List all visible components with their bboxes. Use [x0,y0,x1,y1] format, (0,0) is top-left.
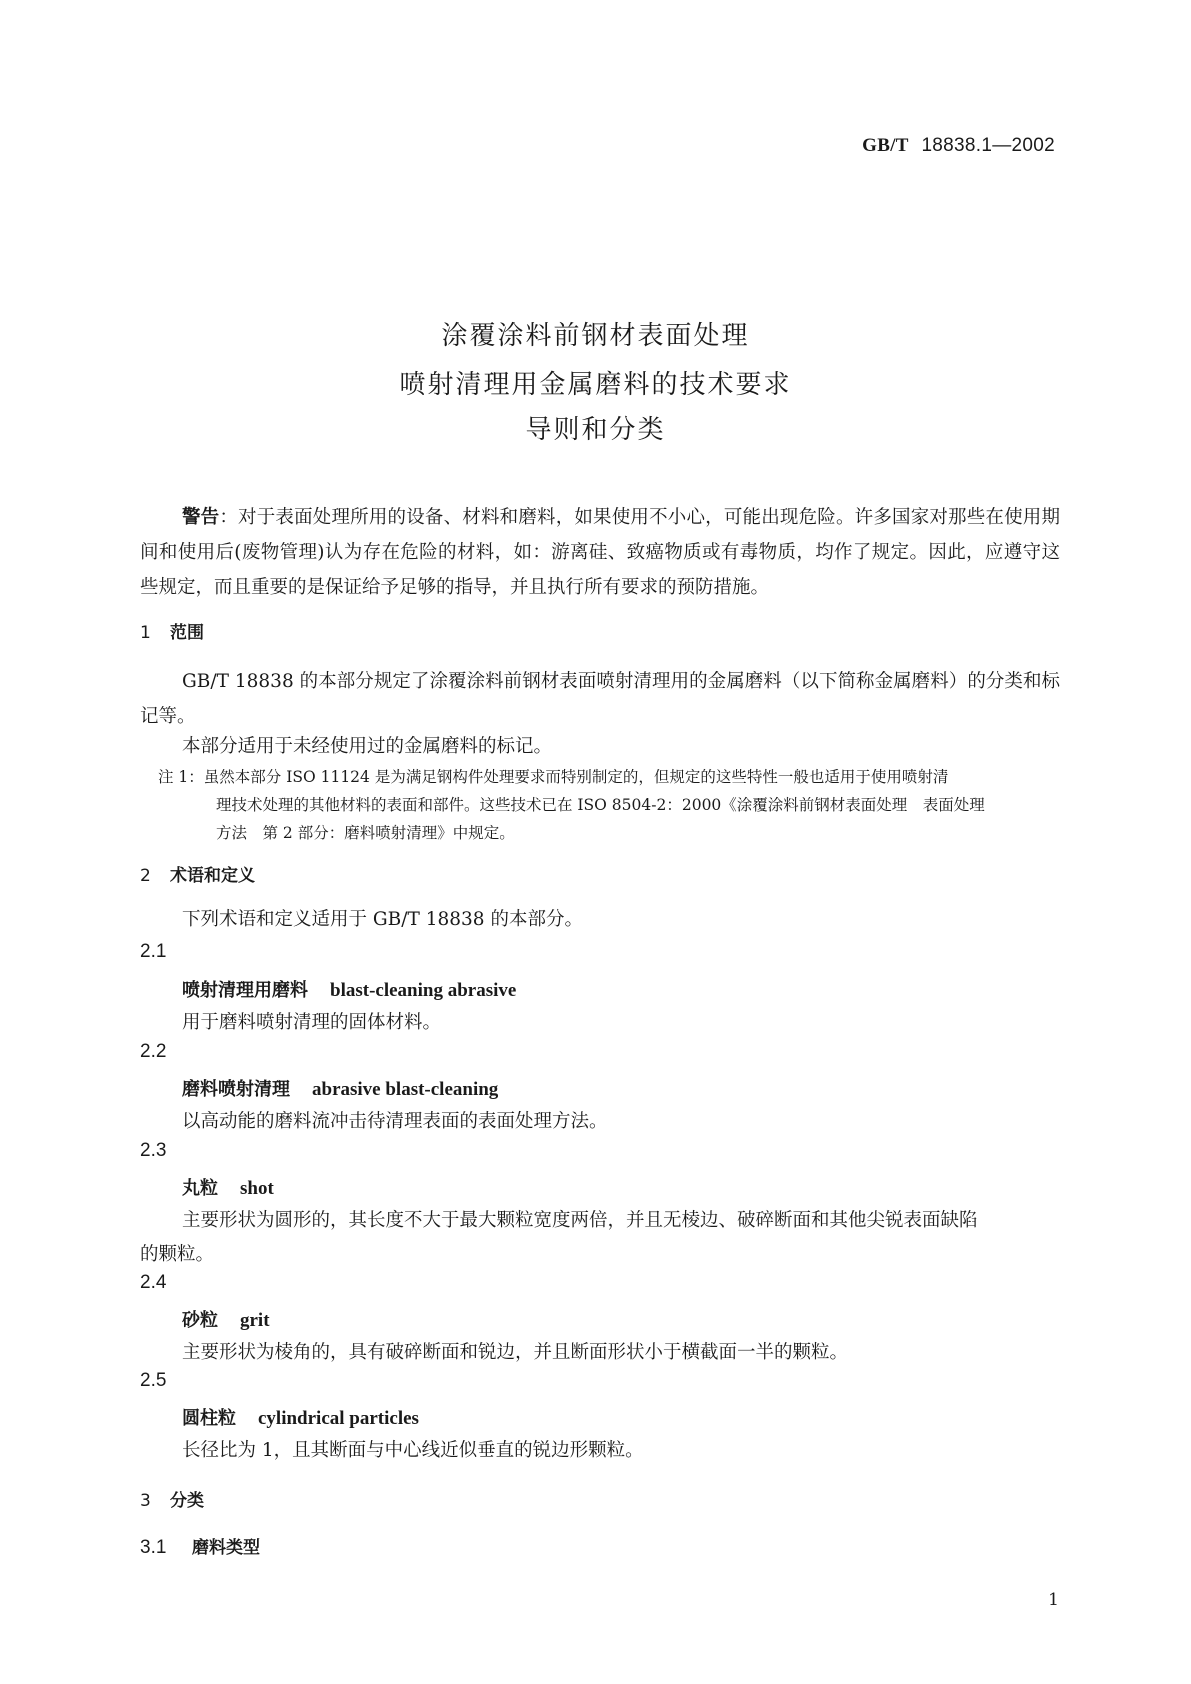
term-definition-continued: 的颗粒。 [140,1244,215,1265]
std-prefix: GB/T [862,135,909,156]
scope-paragraph-2: 本部分适用于未经使用过的金属磨料的标记。 [182,736,553,757]
term-zh: 喷射清理用磨料 [182,980,308,1001]
note-line-3: 方法 第 2 部分：磨料喷射清理》中规定。 [216,824,515,842]
term-definition: 长径比为 1，且其断面与中心线近似垂直的锐边形颗粒。 [182,1440,644,1461]
term-entry [182,1404,419,1430]
note-line-1: 注 1：虽然本部分 ISO 11124 是为满足钢构件处理要求而特别制定的，但规定的这些特性一般也适用于使用喷射清 [158,768,949,786]
section-title: 分类 [170,1491,204,1511]
terms-intro: 下列术语和定义适用于 GB/T 18838 的本部分。 [182,909,583,930]
section-title: 术语和定义 [170,866,255,886]
clause-number: 2.1 [140,941,167,962]
term-en: shot [240,1178,274,1199]
term-definition: 用于磨料喷射清理的固体材料。 [182,1012,442,1033]
section-number: 3 [140,1491,151,1511]
term-entry [182,1306,270,1332]
page-number: 1 [1048,1590,1059,1610]
title-line-3: 导则和分类 [525,415,666,445]
title-line-2: 喷射清理用金属磨料的技术要求 [399,370,792,400]
term-en: cylindrical particles [258,1408,419,1429]
section-2-heading [140,861,255,886]
term-zh: 丸粒 [182,1178,218,1199]
scope-paragraph-1: GB/T 18838 的本部分规定了涂覆涂料前钢材表面喷射清理用的金属磨料（以下简称金属磨料）的分类和标记等。 [140,671,1060,727]
section-title: 范围 [170,623,204,643]
note-1 [158,763,1060,847]
clause-number: 2.5 [140,1370,167,1391]
warning-label: 警告 [182,507,220,528]
term-zh: 圆柱粒 [182,1408,236,1429]
term-en: grit [240,1310,270,1331]
term-definition: 以高动能的磨料流冲击待清理表面的表面处理方法。 [182,1111,608,1132]
section-3-heading [140,1486,204,1511]
term-definition: 主要形状为棱角的，具有破碎断面和锐边，并且断面形状小于横截面一半的颗粒。 [182,1342,849,1363]
term-entry [182,1075,498,1101]
subsection-number: 3.1 [140,1537,167,1558]
section-number: 1 [140,623,151,643]
term-entry [182,976,516,1002]
term-definition: 主要形状为圆形的，其长度不大于最大颗粒宽度两倍，并且无棱边、破碎断面和其他尖锐表面缺陷 [182,1210,978,1231]
section-1-heading [140,618,204,643]
subsection-title: 磨料类型 [192,1538,260,1558]
standard-identifier [862,134,1055,157]
clause-number: 2.2 [140,1041,167,1062]
title-line-1: 涂覆涂料前钢材表面处理 [441,321,750,351]
term-zh: 磨料喷射清理 [182,1079,290,1100]
note-line-2: 理技术处理的其他材料的表面和部件。这些技术已在 ISO 8504-2：2000《涂覆涂料前钢材表面处理 表面处理 [216,796,985,814]
subsection-3-1-heading [140,1533,260,1559]
clause-number: 2.4 [140,1272,167,1293]
warning-paragraph [140,500,1060,605]
term-en: abrasive blast-cleaning [312,1079,499,1100]
section-number: 2 [140,866,151,886]
clause-number: 2.3 [140,1140,167,1161]
std-number: 18838.1—2002 [921,135,1055,156]
term-zh: 砂粒 [182,1310,218,1331]
term-entry [182,1174,274,1200]
term-en: blast-cleaning abrasive [330,980,517,1001]
warning-text: ：对于表面处理所用的设备、材料和磨料，如果使用不小心，可能出现危险。许多国家对那些在使用期间和使用后(废物管理)认为存在危险的材料，如：游离硅、致癌物质或有毒物质，均作了规定。因此，应遵守这些规定，而且重要的是保证给予足够的指导，并且执行所有要求的预防措施。 [140,507,1060,598]
